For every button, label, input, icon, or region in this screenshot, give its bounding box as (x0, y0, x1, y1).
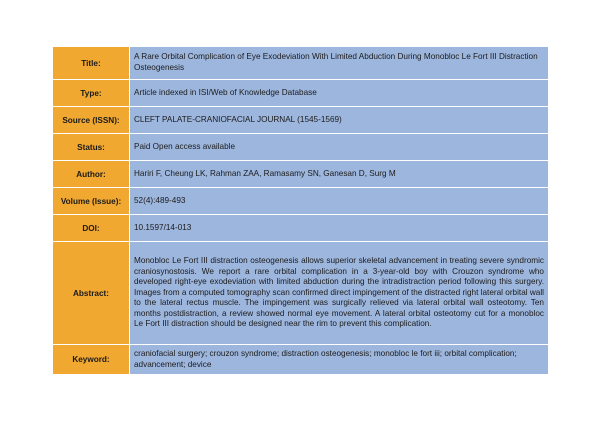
volume-value: 52(4):489-493 (130, 188, 549, 215)
type-label: Type: (53, 80, 130, 107)
status-value: Paid Open access available (130, 134, 549, 161)
source-row (53, 107, 549, 134)
abstract-value: Monobloc Le Fort III distraction osteogenesis allows superior skeletal advancement in treating severe syndromic craniosynostosis. We report a rare orbital complication in a 3-year-old boy with Crouzon syndrome who developed right-eye exodeviation with limited abduction during the intradistraction period following this surgery. Images from a computed tomography scan confirmed direct impingement of the distracted right lateral orbital wall to the lateral rectus muscle. The impingement was surgically relieved via lateral orbital wall osteotomy. Ten months postdistraction, a review showed normal eye movement. A lateral orbital osteotomy cut for a monobloc Le Fort III distraction should be designed near the rim to prevent this complication. (130, 242, 549, 345)
abstract-label: Abstract: (53, 242, 130, 345)
source-value: CLEFT PALATE-CRANIOFACIAL JOURNAL (1545-1569) (130, 107, 549, 134)
volume-row (53, 188, 549, 215)
keyword-value: craniofacial surgery; crouzon syndrome; distraction osteogenesis; monobloc le fort iii; orbital complication; advancement; device (130, 345, 549, 375)
status-label: Status: (53, 134, 130, 161)
status-row (53, 134, 549, 161)
author-label: Author: (53, 161, 130, 188)
type-row (53, 80, 549, 107)
article-record-table (52, 46, 549, 375)
doi-value: 10.1597/14-013 (130, 215, 549, 242)
keyword-label: Keyword: (53, 345, 130, 375)
source-label: Source (ISSN): (53, 107, 130, 134)
type-value: Article indexed in ISI/Web of Knowledge Database (130, 80, 549, 107)
keyword-row (53, 345, 549, 375)
title-row (53, 47, 549, 80)
title-label: Title: (53, 47, 130, 80)
doi-label: DOI: (53, 215, 130, 242)
abstract-row (53, 242, 549, 345)
doi-row (53, 215, 549, 242)
author-row (53, 161, 549, 188)
title-value: A Rare Orbital Complication of Eye Exodeviation With Limited Abduction During Monobloc Le Fort III Distraction Osteogenesis (130, 47, 549, 80)
author-value: Hariri F, Cheung LK, Rahman ZAA, Ramasamy SN, Ganesan D, Surg M (130, 161, 549, 188)
volume-label: Volume (Issue): (53, 188, 130, 215)
